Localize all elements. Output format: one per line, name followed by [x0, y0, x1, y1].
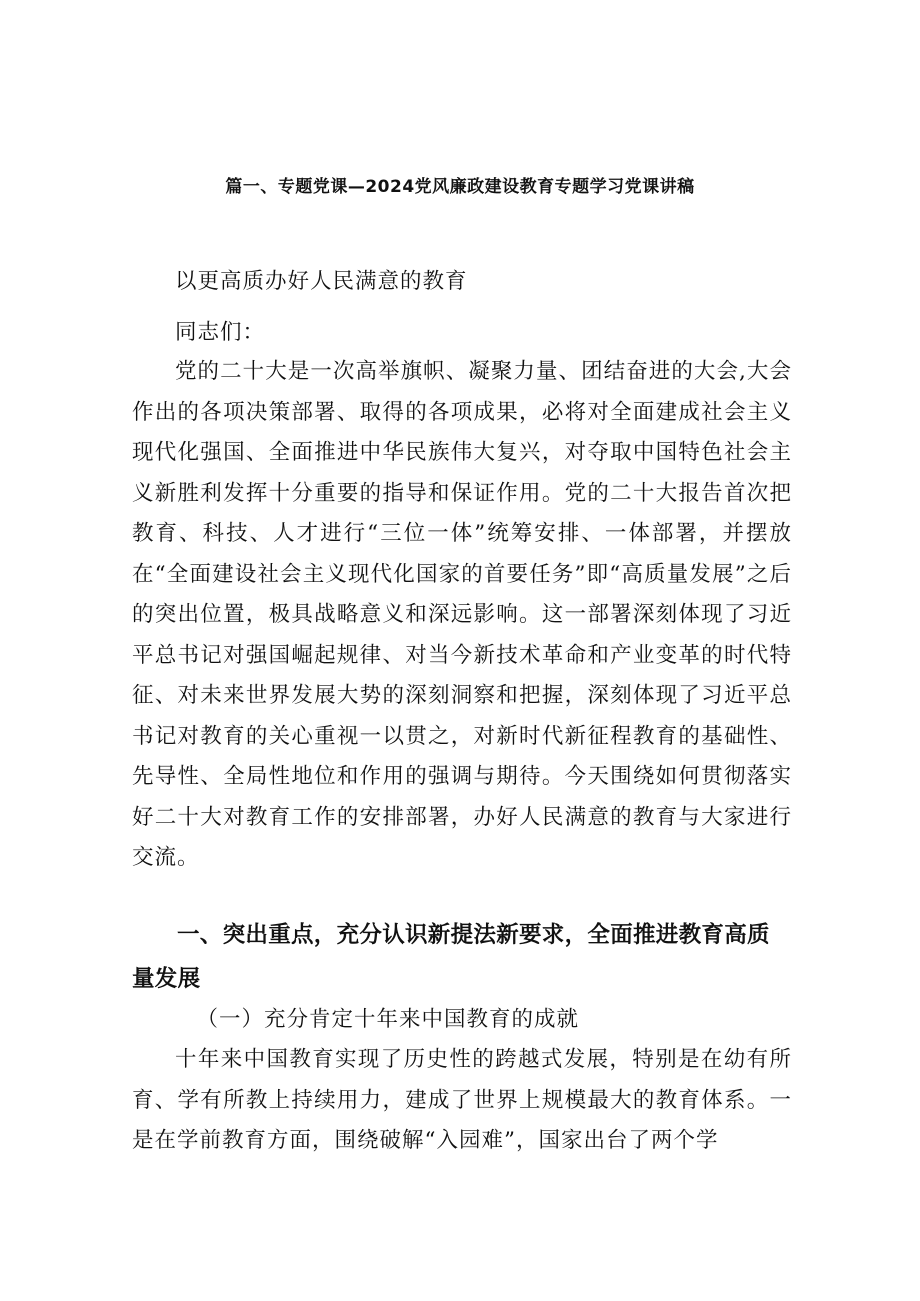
- subsection-heading-block: [132, 1000, 792, 1041]
- salutation-block: [132, 313, 792, 354]
- paragraph-block-2: [132, 1040, 792, 1162]
- body-paragraph-2: 十年来中国教育实现了历史性的跨越式发展，特别是在幼有所育、学有所教上持续用力，建成了世界上规模最大的教育体系。一是在学前教育方面，围绕破解“入园难”，国家出台了两个学: [132, 1047, 792, 1153]
- subsection-heading-1-1: （一）充分肯定十年来中国教育的成就: [196, 1007, 580, 1032]
- section-heading-1: 一、突出重点，充分认识新提法新要求，全面推进教育高质量发展: [132, 922, 770, 992]
- body-paragraph-1: 党的二十大是一次高举旗帜、凝聚力量、团结奋进的大会,大会作出的各项决策部署、取得的各项成果，必将对全面建成社会主义现代化强国、全面推进中华民族伟大复兴，对夺取中国特色社会主义新胜利发挥十分重要的指导和保证作用。党的二十大报告首次把教育、科技、人才进行“三位一体”统筹安排、一体部署，并摆放在“全面建设社会主义现代化国家的首要任务”即“高质量发展”之后的突出位置，极具战略意义和深远影响。这一部署深刻体现了习近平总书记对强国崛起规律、对当今新技术革命和产业变革的时代特征、对未来世界发展大势的深刻洞察和把握，深刻体现了习近平总书记对教育的关心重视一以贯之，对新时代新征程教育的基础性、先导性、全局性地位和作用的强调与期待。今天围绕如何贯彻落实好二十大对教育工作的安排部署，办好人民满意的教育与大家进行交流。: [132, 359, 792, 870]
- document-title: 篇一、专题党课—2024党风廉政建设教育专题学习党课讲稿: [225, 177, 695, 197]
- speech-subtitle-block: [132, 262, 792, 303]
- speech-subtitle: 以更高质办好人民满意的教育: [175, 269, 468, 294]
- salutation: 同志们：: [175, 320, 266, 345]
- paragraph-block-1: [132, 352, 792, 879]
